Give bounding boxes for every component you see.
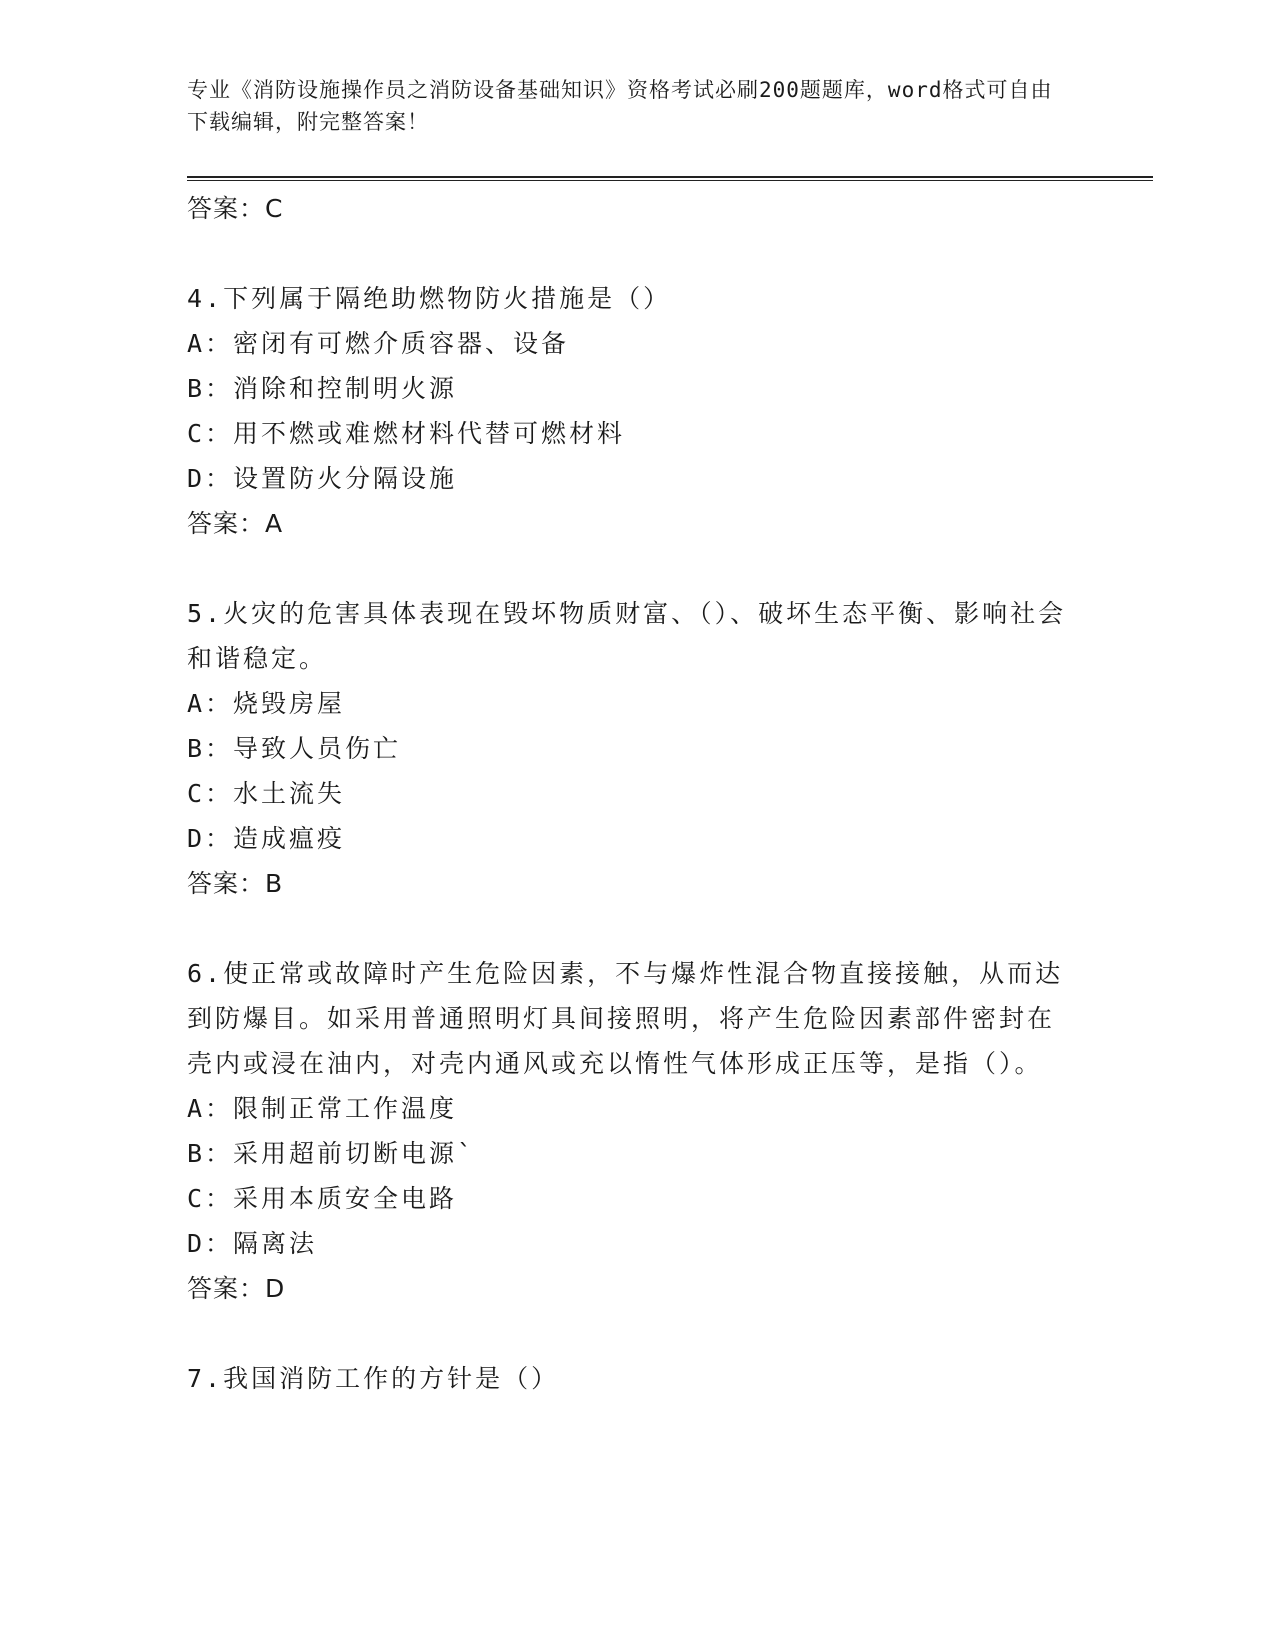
question-block [187,1356,1067,1401]
question-stem: 6.使正常或故障时产生危险因素，不与爆炸性混合物直接接触，从而达到防爆目。如采用普通照明灯具间接照明，将产生危险因素部件密封在壳内或浸在油内，对壳内通风或充以惰性气体形成正压等，是指（）。 [187,959,1064,1078]
question-stem: 4.下列属于隔绝助燃物防火措施是（） [187,284,672,313]
option-a: A：密闭有可燃介质容器、设备 [187,329,570,358]
option-b: B：导致人员伤亡 [187,734,402,763]
option-a: A：限制正常工作温度 [187,1094,458,1123]
question-stem: 7.我国消防工作的方针是（） [187,1364,560,1393]
option-c: C：用不燃或难燃材料代替可燃材料 [187,419,626,448]
option-a: A：烧毁房屋 [187,689,346,718]
header-divider [187,176,1153,181]
answer-line: 答案：A [187,509,284,538]
question-block [187,276,1067,546]
option-b: B：消除和控制明火源 [187,374,458,403]
question-stem: 5.火灾的危害具体表现在毁坏物质财富、（）、破坏生态平衡、影响社会和谐稳定。 [187,599,1067,673]
option-c: C：采用本质安全电路 [187,1184,458,1213]
answer-line: 答案：C [187,194,284,223]
answer-line: 答案：D [187,1274,286,1303]
option-d: D：隔离法 [187,1229,318,1258]
option-d: D：造成瘟疫 [187,824,346,853]
question-block [187,951,1067,1311]
document-header: 专业《消防设施操作员之消防设备基础知识》资格考试必刷200题题库，word格式可自由下载编辑，附完整答案！ [187,78,1053,134]
option-c: C：水土流失 [187,779,346,808]
document-body [187,186,1067,1401]
option-b: B：采用超前切断电源` [187,1139,476,1168]
question-block [187,591,1067,906]
answer-line: 答案：B [187,869,284,898]
option-d: D：设置防火分隔设施 [187,464,458,493]
